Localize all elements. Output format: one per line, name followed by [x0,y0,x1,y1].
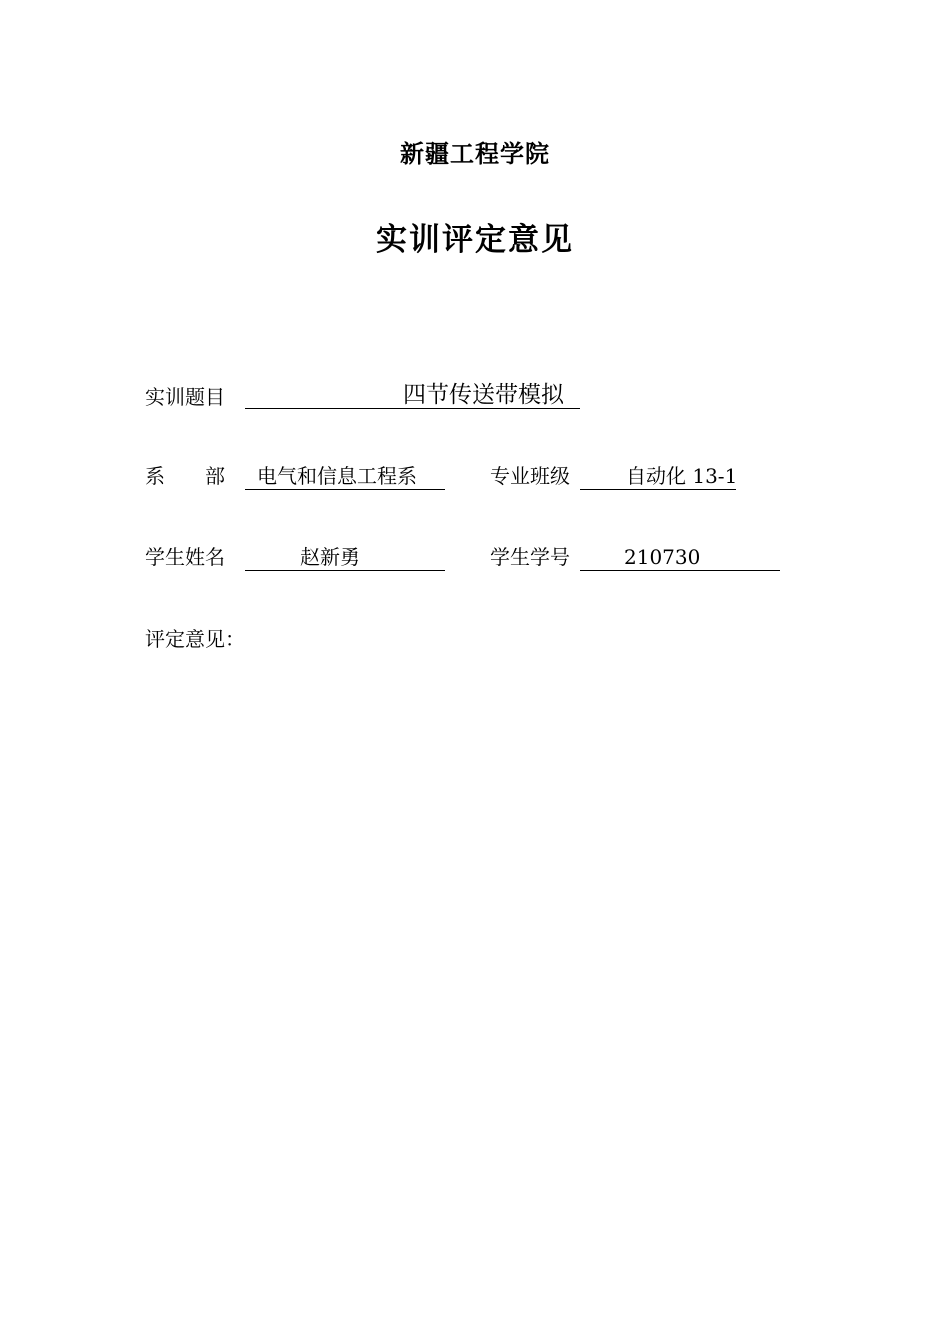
class-label: 专业班级 [490,464,570,488]
department-class-row [145,462,805,494]
department-field[interactable] [245,462,445,490]
class-field[interactable] [580,462,736,490]
class-value: 自动化 13-1 [626,464,738,488]
department-label: 系 部 [145,464,225,488]
comments-row [145,625,805,657]
student-name-field[interactable] [245,543,445,571]
comments-label: 评定意见： [145,627,245,651]
student-row [145,543,805,575]
department-value: 电气和信息工程系 [257,464,417,488]
topic-row [145,381,805,413]
topic-label: 实训题目 [145,385,225,409]
topic-value: 四节传送带模拟 [403,382,564,408]
document-title: 实训评定意见 [376,222,574,258]
school-name: 新疆工程学院 [400,139,550,168]
student-id-value: 210730 [624,545,701,569]
student-id-field[interactable] [580,543,780,571]
student-name-label: 学生姓名 [145,545,225,569]
student-id-label: 学生学号 [490,545,570,569]
topic-field[interactable] [245,381,580,409]
student-name-value: 赵新勇 [300,545,360,569]
